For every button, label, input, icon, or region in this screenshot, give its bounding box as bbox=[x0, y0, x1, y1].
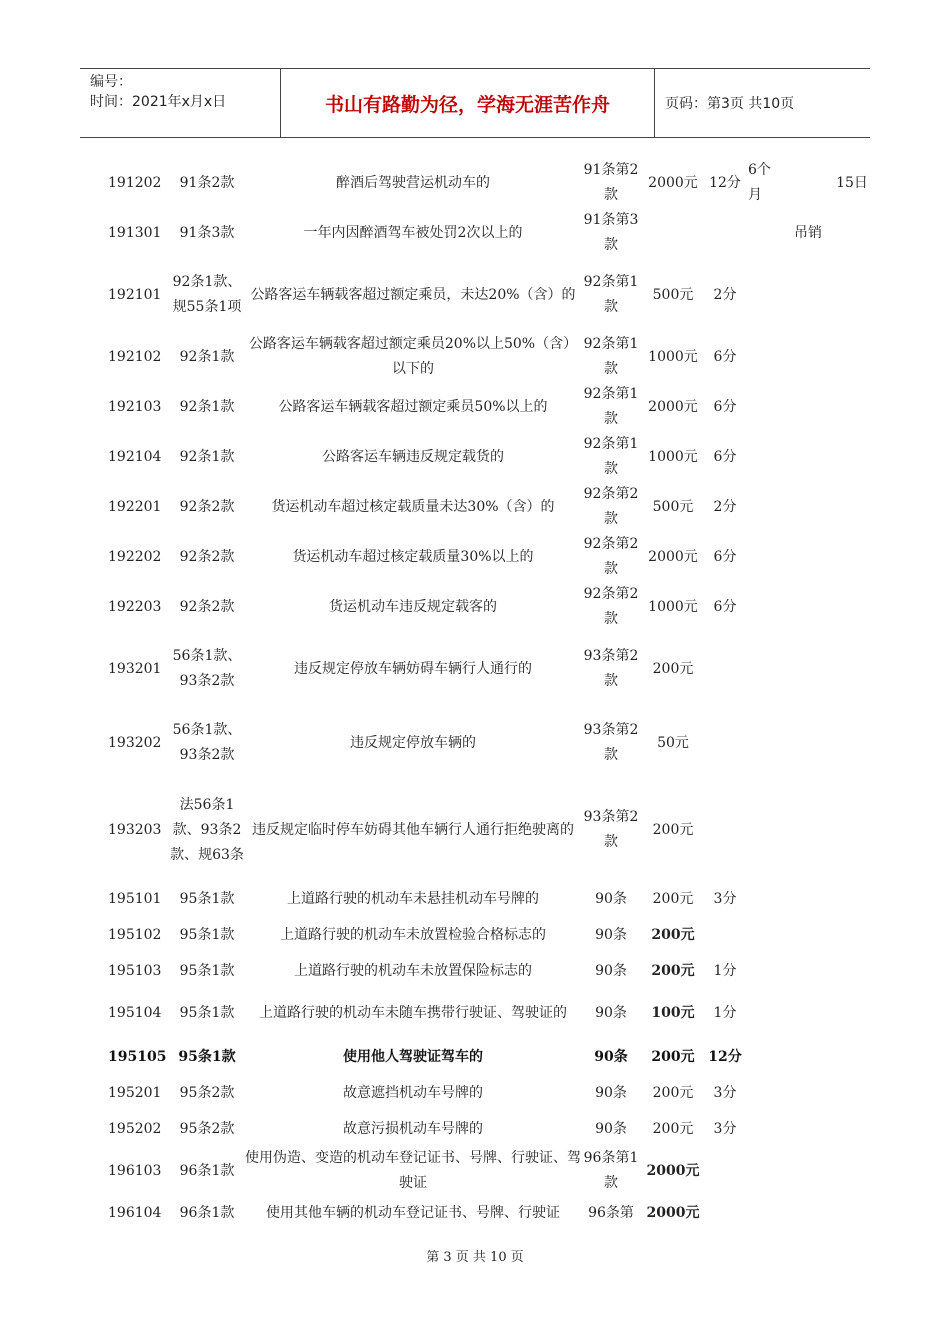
table-row bbox=[0, 1196, 950, 1230]
violation-code: 192104 bbox=[108, 448, 162, 465]
license-revocation bbox=[786, 532, 830, 582]
violation-description: 货运机动车超过核定载质量30%以上的 bbox=[292, 548, 534, 565]
penalty-points bbox=[704, 780, 746, 880]
suspension-duration bbox=[748, 1038, 784, 1076]
article-ref: 95条1款 bbox=[179, 1004, 235, 1021]
suspension-duration bbox=[748, 1196, 784, 1230]
violation-description: 违反规定停放车辆的 bbox=[350, 734, 476, 751]
violation-description: 使用他人驾驶证驾车的 bbox=[343, 1048, 483, 1065]
table-row bbox=[0, 258, 950, 332]
license-revocation bbox=[786, 1074, 830, 1112]
document-time-label: 时间：2021年x月x日 bbox=[90, 94, 227, 110]
law-clause: 90条 bbox=[595, 1084, 627, 1101]
suspension-duration bbox=[748, 1074, 784, 1112]
penalty-points: 6分 bbox=[713, 398, 737, 415]
table-row bbox=[0, 632, 950, 706]
fine-amount: 1000元 bbox=[648, 598, 698, 615]
law-clause: 90条 bbox=[595, 890, 627, 907]
law-clause: 90条 bbox=[595, 962, 627, 979]
fine-amount: 200元 bbox=[651, 1048, 695, 1065]
detention-days bbox=[830, 1074, 874, 1112]
law-clause: 90条 bbox=[595, 1004, 627, 1021]
violation-description: 货运机动车违反规定载客的 bbox=[329, 598, 497, 615]
detention-days bbox=[830, 1146, 874, 1196]
article-ref: 95条1款 bbox=[179, 890, 235, 907]
table-row bbox=[0, 532, 950, 582]
header-meta bbox=[80, 69, 281, 137]
suspension-duration bbox=[748, 532, 784, 582]
article-ref: 95条1款 bbox=[179, 926, 235, 943]
fine-amount: 200元 bbox=[652, 1084, 694, 1101]
suspension-duration bbox=[748, 432, 784, 482]
violation-code: 192203 bbox=[108, 598, 162, 615]
document-number-label: 编号： bbox=[90, 74, 132, 90]
violation-description: 使用伪造、变造的机动车登记证书、号牌、行驶证、驾驶证 bbox=[245, 1150, 581, 1191]
law-clause: 92条第2款 bbox=[583, 486, 639, 527]
suspension-duration bbox=[748, 780, 784, 880]
suspension-duration bbox=[748, 952, 784, 990]
table-row bbox=[0, 158, 950, 208]
table-row bbox=[0, 482, 950, 532]
violation-code: 195104 bbox=[108, 1004, 162, 1021]
detention-days bbox=[830, 382, 874, 432]
page-header bbox=[80, 68, 870, 138]
license-revocation bbox=[786, 988, 830, 1038]
violation-code: 195101 bbox=[108, 890, 162, 907]
license-revocation bbox=[786, 880, 830, 918]
suspension-duration bbox=[748, 1110, 784, 1148]
article-ref: 法56条1款、93条2款、规63条 bbox=[170, 796, 244, 863]
fine-amount: 2000元 bbox=[648, 174, 698, 191]
fine-amount: 2000元 bbox=[648, 548, 698, 565]
license-revocation bbox=[786, 258, 830, 332]
suspension-duration bbox=[748, 988, 784, 1038]
violation-description: 醉酒后驾驶营运机动车的 bbox=[336, 174, 490, 191]
violation-description: 公路客运车辆载客超过额定乘员50%以上的 bbox=[278, 398, 548, 415]
detention-days bbox=[830, 532, 874, 582]
article-ref: 56条1款、93条2款 bbox=[172, 648, 242, 689]
fine-amount: 200元 bbox=[652, 660, 694, 677]
table-row bbox=[0, 382, 950, 432]
detention-days bbox=[830, 988, 874, 1038]
table-row bbox=[0, 988, 950, 1038]
law-clause: 96条第 bbox=[588, 1204, 634, 1221]
violation-code: 195105 bbox=[108, 1048, 167, 1065]
table-row bbox=[0, 880, 950, 918]
suspension-duration bbox=[748, 706, 784, 780]
article-ref: 56条1款、93条2款 bbox=[172, 722, 242, 763]
penalty-points: 3分 bbox=[713, 1120, 737, 1137]
penalty-points: 6分 bbox=[713, 548, 737, 565]
detention-days bbox=[830, 706, 874, 780]
suspension-duration bbox=[748, 880, 784, 918]
violation-code: 193201 bbox=[108, 660, 162, 677]
article-ref: 92条1款 bbox=[179, 348, 235, 365]
license-revocation bbox=[786, 706, 830, 780]
article-ref: 92条1款、规55条1项 bbox=[172, 274, 242, 315]
article-ref: 92条1款 bbox=[179, 448, 235, 465]
violation-code: 195202 bbox=[108, 1120, 162, 1137]
fine-amount: 50元 bbox=[657, 734, 689, 751]
violation-description: 使用其他车辆的机动车登记证书、号牌、行驶证 bbox=[266, 1204, 560, 1221]
fine-amount: 1000元 bbox=[648, 348, 698, 365]
detention-days bbox=[830, 208, 874, 258]
fine-amount: 200元 bbox=[651, 926, 695, 943]
penalty-points bbox=[704, 706, 746, 780]
fine-amount: 1000元 bbox=[648, 448, 698, 465]
penalty-points: 2分 bbox=[713, 286, 737, 303]
suspension-duration bbox=[748, 582, 784, 632]
article-ref: 95条1款 bbox=[178, 1048, 236, 1065]
suspension-duration bbox=[748, 332, 784, 382]
detention-days bbox=[830, 632, 874, 706]
violation-description: 故意遮挡机动车号牌的 bbox=[343, 1084, 483, 1101]
detention-days bbox=[830, 952, 874, 990]
fine-amount: 200元 bbox=[652, 1120, 694, 1137]
detention-days: 15日 bbox=[836, 174, 868, 191]
violation-code: 192201 bbox=[108, 498, 162, 515]
penalty-points bbox=[704, 632, 746, 706]
detention-days bbox=[830, 1196, 874, 1230]
violation-description: 货运机动车超过核定载质量未达30%（含）的 bbox=[271, 498, 555, 515]
violation-code: 195201 bbox=[108, 1084, 162, 1101]
violation-code: 192202 bbox=[108, 548, 162, 565]
violation-description: 故意污损机动车号牌的 bbox=[343, 1120, 483, 1137]
violation-code: 196103 bbox=[108, 1162, 162, 1179]
penalty-points: 3分 bbox=[713, 1084, 737, 1101]
detention-days bbox=[830, 880, 874, 918]
fine-amount: 100元 bbox=[651, 1004, 695, 1021]
detention-days bbox=[830, 482, 874, 532]
violation-code: 193203 bbox=[108, 821, 162, 838]
law-clause: 93条第2款 bbox=[583, 809, 639, 850]
violation-description: 上道路行驶的机动车未放置检验合格标志的 bbox=[280, 926, 546, 943]
detention-days bbox=[830, 582, 874, 632]
header-page-number: 页码：第3页 共10页 bbox=[665, 96, 795, 112]
article-ref: 92条2款 bbox=[179, 548, 235, 565]
suspension-duration bbox=[748, 258, 784, 332]
table-row bbox=[0, 780, 950, 880]
article-ref: 92条2款 bbox=[179, 598, 235, 615]
article-ref: 91条3款 bbox=[179, 224, 235, 241]
fine-amount: 500元 bbox=[652, 286, 694, 303]
penalty-points: 1分 bbox=[713, 962, 737, 979]
penalty-points: 12分 bbox=[709, 174, 741, 191]
violation-code: 192101 bbox=[108, 286, 162, 303]
table-row bbox=[0, 916, 950, 954]
table-row bbox=[0, 332, 950, 382]
license-revocation bbox=[786, 432, 830, 482]
license-revocation bbox=[786, 1196, 830, 1230]
article-ref: 95条1款 bbox=[179, 962, 235, 979]
penalty-points: 6分 bbox=[713, 348, 737, 365]
detention-days bbox=[830, 332, 874, 382]
license-revocation bbox=[786, 1110, 830, 1148]
article-ref: 91条2款 bbox=[179, 174, 235, 191]
table-row bbox=[0, 952, 950, 990]
penalty-points bbox=[704, 208, 746, 258]
violation-code: 192102 bbox=[108, 348, 162, 365]
law-clause: 91条第3款 bbox=[583, 212, 639, 253]
table-row bbox=[0, 706, 950, 780]
detention-days bbox=[830, 780, 874, 880]
violation-code: 195103 bbox=[108, 962, 162, 979]
law-clause: 92条第2款 bbox=[583, 536, 639, 577]
violation-description: 违反规定临时停车妨碍其他车辆行人通行拒绝驶离的 bbox=[252, 821, 574, 838]
license-revocation bbox=[786, 482, 830, 532]
fine-amount: 2000元 bbox=[646, 1204, 700, 1221]
violation-description: 公路客运车辆载客超过额定乘员20%以上50%（含）以下的 bbox=[248, 336, 578, 377]
law-clause: 90条 bbox=[595, 1120, 627, 1137]
violation-description: 公路客运车辆载客超过额定乘员，未达20%（含）的 bbox=[250, 286, 576, 303]
violation-code: 193202 bbox=[108, 734, 162, 751]
fine-amount: 200元 bbox=[651, 962, 695, 979]
fine-amount bbox=[644, 208, 702, 258]
violation-description: 一年内因醉酒驾车被处罚2次以上的 bbox=[303, 224, 523, 241]
fine-amount: 200元 bbox=[652, 890, 694, 907]
suspension-duration bbox=[748, 482, 784, 532]
penalty-points: 6分 bbox=[713, 448, 737, 465]
violation-description: 上道路行驶的机动车未放置保险标志的 bbox=[294, 962, 532, 979]
license-revocation bbox=[786, 582, 830, 632]
fine-amount: 2000元 bbox=[646, 1162, 700, 1179]
law-clause: 92条第1款 bbox=[583, 436, 639, 477]
violation-code: 192103 bbox=[108, 398, 162, 415]
article-ref: 92条2款 bbox=[179, 498, 235, 515]
violation-description: 上道路行驶的机动车未随车携带行驶证、驾驶证的 bbox=[259, 1004, 567, 1021]
detention-days bbox=[830, 916, 874, 954]
law-clause: 92条第1款 bbox=[583, 336, 639, 377]
table-row bbox=[0, 582, 950, 632]
detention-days bbox=[830, 1038, 874, 1076]
law-clause: 92条第2款 bbox=[583, 586, 639, 627]
suspension-duration bbox=[748, 916, 784, 954]
license-revocation bbox=[786, 1146, 830, 1196]
penalty-points: 1分 bbox=[713, 1004, 737, 1021]
table-row bbox=[0, 1074, 950, 1112]
fine-amount: 2000元 bbox=[648, 398, 698, 415]
article-ref: 92条1款 bbox=[179, 398, 235, 415]
table-row bbox=[0, 1146, 950, 1196]
license-revocation bbox=[786, 158, 830, 208]
violation-description: 公路客运车辆违反规定载货的 bbox=[322, 448, 504, 465]
article-ref: 96条1款 bbox=[179, 1204, 235, 1221]
article-ref: 95条2款 bbox=[179, 1084, 235, 1101]
law-clause: 93条第2款 bbox=[583, 722, 639, 763]
suspension-duration: 6个月 bbox=[748, 162, 771, 203]
law-clause: 93条第2款 bbox=[583, 648, 639, 689]
page-footer: 第 3 页 共 10 页 bbox=[426, 1250, 524, 1265]
license-revocation bbox=[786, 382, 830, 432]
violation-code: 196104 bbox=[108, 1204, 162, 1221]
violation-description: 上道路行驶的机动车未悬挂机动车号牌的 bbox=[287, 890, 539, 907]
article-ref: 96条1款 bbox=[179, 1162, 235, 1179]
table-row bbox=[0, 1110, 950, 1148]
license-revocation bbox=[786, 780, 830, 880]
fine-amount: 500元 bbox=[652, 498, 694, 515]
suspension-duration bbox=[748, 1146, 784, 1196]
license-revocation bbox=[786, 632, 830, 706]
penalty-points: 12分 bbox=[708, 1048, 742, 1065]
license-revocation: 吊销 bbox=[794, 224, 822, 241]
license-revocation bbox=[786, 952, 830, 990]
suspension-duration bbox=[748, 208, 784, 258]
law-clause: 90条 bbox=[594, 1048, 628, 1065]
table-row bbox=[0, 1038, 950, 1076]
law-clause: 91条第2款 bbox=[583, 162, 639, 203]
header-motto: 书山有路勤为径，学海无涯苦作舟 bbox=[281, 69, 655, 137]
detention-days bbox=[830, 432, 874, 482]
violation-code: 191301 bbox=[108, 224, 162, 241]
violation-code: 191202 bbox=[108, 174, 162, 191]
suspension-duration bbox=[748, 382, 784, 432]
law-clause: 92条第1款 bbox=[583, 274, 639, 315]
suspension-duration bbox=[748, 632, 784, 706]
law-clause: 90条 bbox=[595, 926, 627, 943]
detention-days bbox=[830, 1110, 874, 1148]
violation-description: 违反规定停放车辆妨碍车辆行人通行的 bbox=[294, 660, 532, 677]
penalty-points: 2分 bbox=[713, 498, 737, 515]
penalty-points: 6分 bbox=[713, 598, 737, 615]
table-row bbox=[0, 432, 950, 482]
table-row bbox=[0, 208, 950, 258]
fine-amount: 200元 bbox=[652, 821, 694, 838]
law-clause: 92条第1款 bbox=[583, 386, 639, 427]
penalty-points bbox=[704, 1146, 746, 1196]
detention-days bbox=[830, 258, 874, 332]
penalty-points bbox=[704, 916, 746, 954]
license-revocation bbox=[786, 916, 830, 954]
penalty-points: 3分 bbox=[713, 890, 737, 907]
license-revocation bbox=[786, 332, 830, 382]
law-clause: 96条第1款 bbox=[583, 1150, 639, 1191]
violation-code: 195102 bbox=[108, 926, 162, 943]
article-ref: 95条2款 bbox=[179, 1120, 235, 1137]
penalty-points bbox=[704, 1196, 746, 1230]
license-revocation bbox=[786, 1038, 830, 1076]
